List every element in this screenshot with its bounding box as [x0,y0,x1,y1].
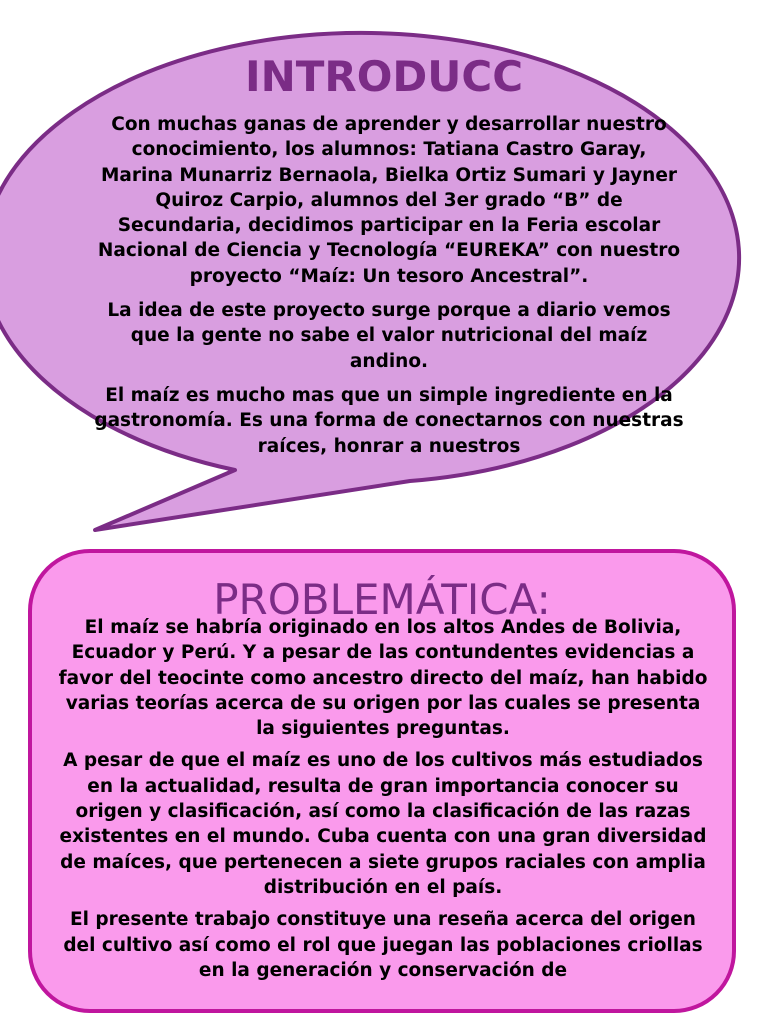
problematica-box [28,549,736,1013]
problematica-paragraph: El maíz se habría originado en los altos Andes de Bolivia, Ecuador y Perú. Y a pesar de las contundentes evidencias a favor del teocinte como ancestro directo del maíz, han habido varias teorías acerca de su origen por las cuales se presenta la siguientes preguntas. [58,617,708,740]
intro-paragraph: El maíz es mucho mas que un simple ingrediente en la gastronomía. Es una forma de conectarnos con nuestras raíces, honrar a nuestros [94,384,684,457]
problematica-body [58,615,708,1005]
problematica-title: PROBLEMÁTICA: [213,575,551,624]
intro-paragraph: Con muchas ganas de aprender y desarrollar nuestro conocimiento, los alumnos: Tatiana Castro Garay, Marina Munarriz Bernaola, Bielka Ortiz Sumari y Jayner Quiroz Carpio, alumnos del 3er grado “B” de Secundaria, decidimos participar en la Feria escolar Nacional de Ciencia y Tecnología “EUREKA” con nuestro proyecto “Maíz: Un tesoro Ancestral”. [97,114,681,287]
problematica-paragraph: El presente trabajo constituye una reseña acerca del origen del cultivo así como el rol que juegan las poblaciones criollas en la generación y conservación de [63,909,703,981]
problematica-paragraph: A pesar de que el maíz es uno de los cultivos más estudiados en la actualidad, resulta de gran importancia conocer su origen y clasificación, así como la clasificación de las razas existentes en el mundo. Cuba cuenta con una gran diversidad de maíces, que pertenecen a siete grupos raciales con amplia distribución en el país. [59,750,707,898]
intro-title: INTRODUCC [244,52,524,101]
intro-paragraph: La idea de este proyecto surge porque a diario vemos que la gente no sabe el valor nutricional del maíz andino. [107,300,671,372]
intro-body [94,112,684,480]
